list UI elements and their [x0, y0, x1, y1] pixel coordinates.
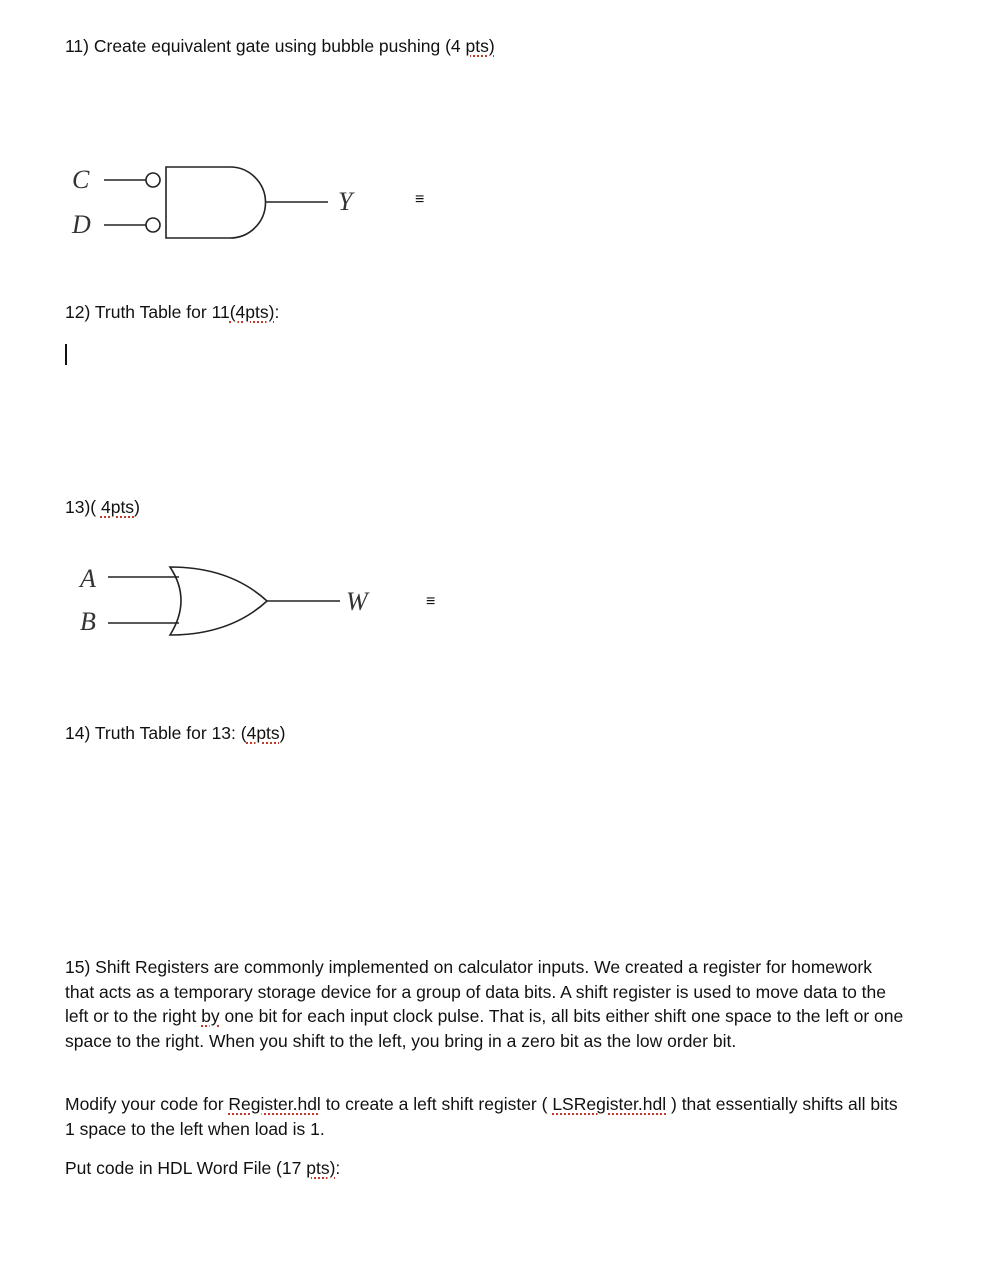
gate-output-w-label: W: [346, 587, 368, 616]
spellcheck-mark: 4pts: [246, 723, 280, 743]
or-gate-body: [170, 567, 267, 635]
spellcheck-mark: Register.hdl: [228, 1094, 321, 1114]
question-15-instructions: Modify your code for Register.hdl to create a left shift register ( LSRegister.hdl ) that essentially shifts all bits 1 space to the left when load is 1.: [65, 1094, 898, 1139]
text-cursor: [65, 344, 67, 365]
gate-input-d-label: D: [72, 210, 91, 239]
question-11: 11) Create equivalent gate using bubble pushing (4 pts): [65, 36, 495, 56]
inversion-bubble-icon: [146, 173, 160, 187]
question-15-paragraph: 15) Shift Registers are commonly implemented on calculator inputs. We created a register for homework that acts as a temporary storage device for a group of data bits. A shift register is used to move data to the left or to the right by one bit for each input clock pulse. That is, all bits either shift one space to the left or one space to the right. When you shift to the left, you bring in a zero bit as the low order bit.: [65, 957, 904, 1051]
question-15-submission: Put code in HDL Word File (17 pts):: [65, 1158, 341, 1178]
question-13: 13)( 4pts): [65, 497, 140, 517]
spellcheck-mark: by: [201, 1006, 220, 1026]
equivalence-symbol: ≡: [415, 191, 425, 208]
question-14: 14) Truth Table for 13: (4pts): [65, 723, 286, 743]
spellcheck-mark: LSRegister.hdl: [552, 1094, 667, 1114]
equivalence-symbol: ≡: [426, 593, 436, 610]
or-gate: [60, 555, 480, 655]
spellcheck-mark: 4pts: [100, 497, 135, 517]
and-gate-body: [166, 167, 266, 238]
spellcheck-mark: pts): [306, 1158, 336, 1178]
gate-input-c-label: C: [72, 165, 90, 194]
gate-output-y-label: Y: [338, 187, 353, 216]
inversion-bubble-icon: [146, 218, 160, 232]
gate-input-a-label: A: [80, 564, 96, 593]
gate-input-b-label: B: [80, 607, 96, 636]
question-12: 12) Truth Table for 11(4pts):: [65, 302, 280, 322]
spellcheck-mark: pts): [465, 36, 495, 56]
spellcheck-mark: (4pts): [229, 302, 275, 322]
